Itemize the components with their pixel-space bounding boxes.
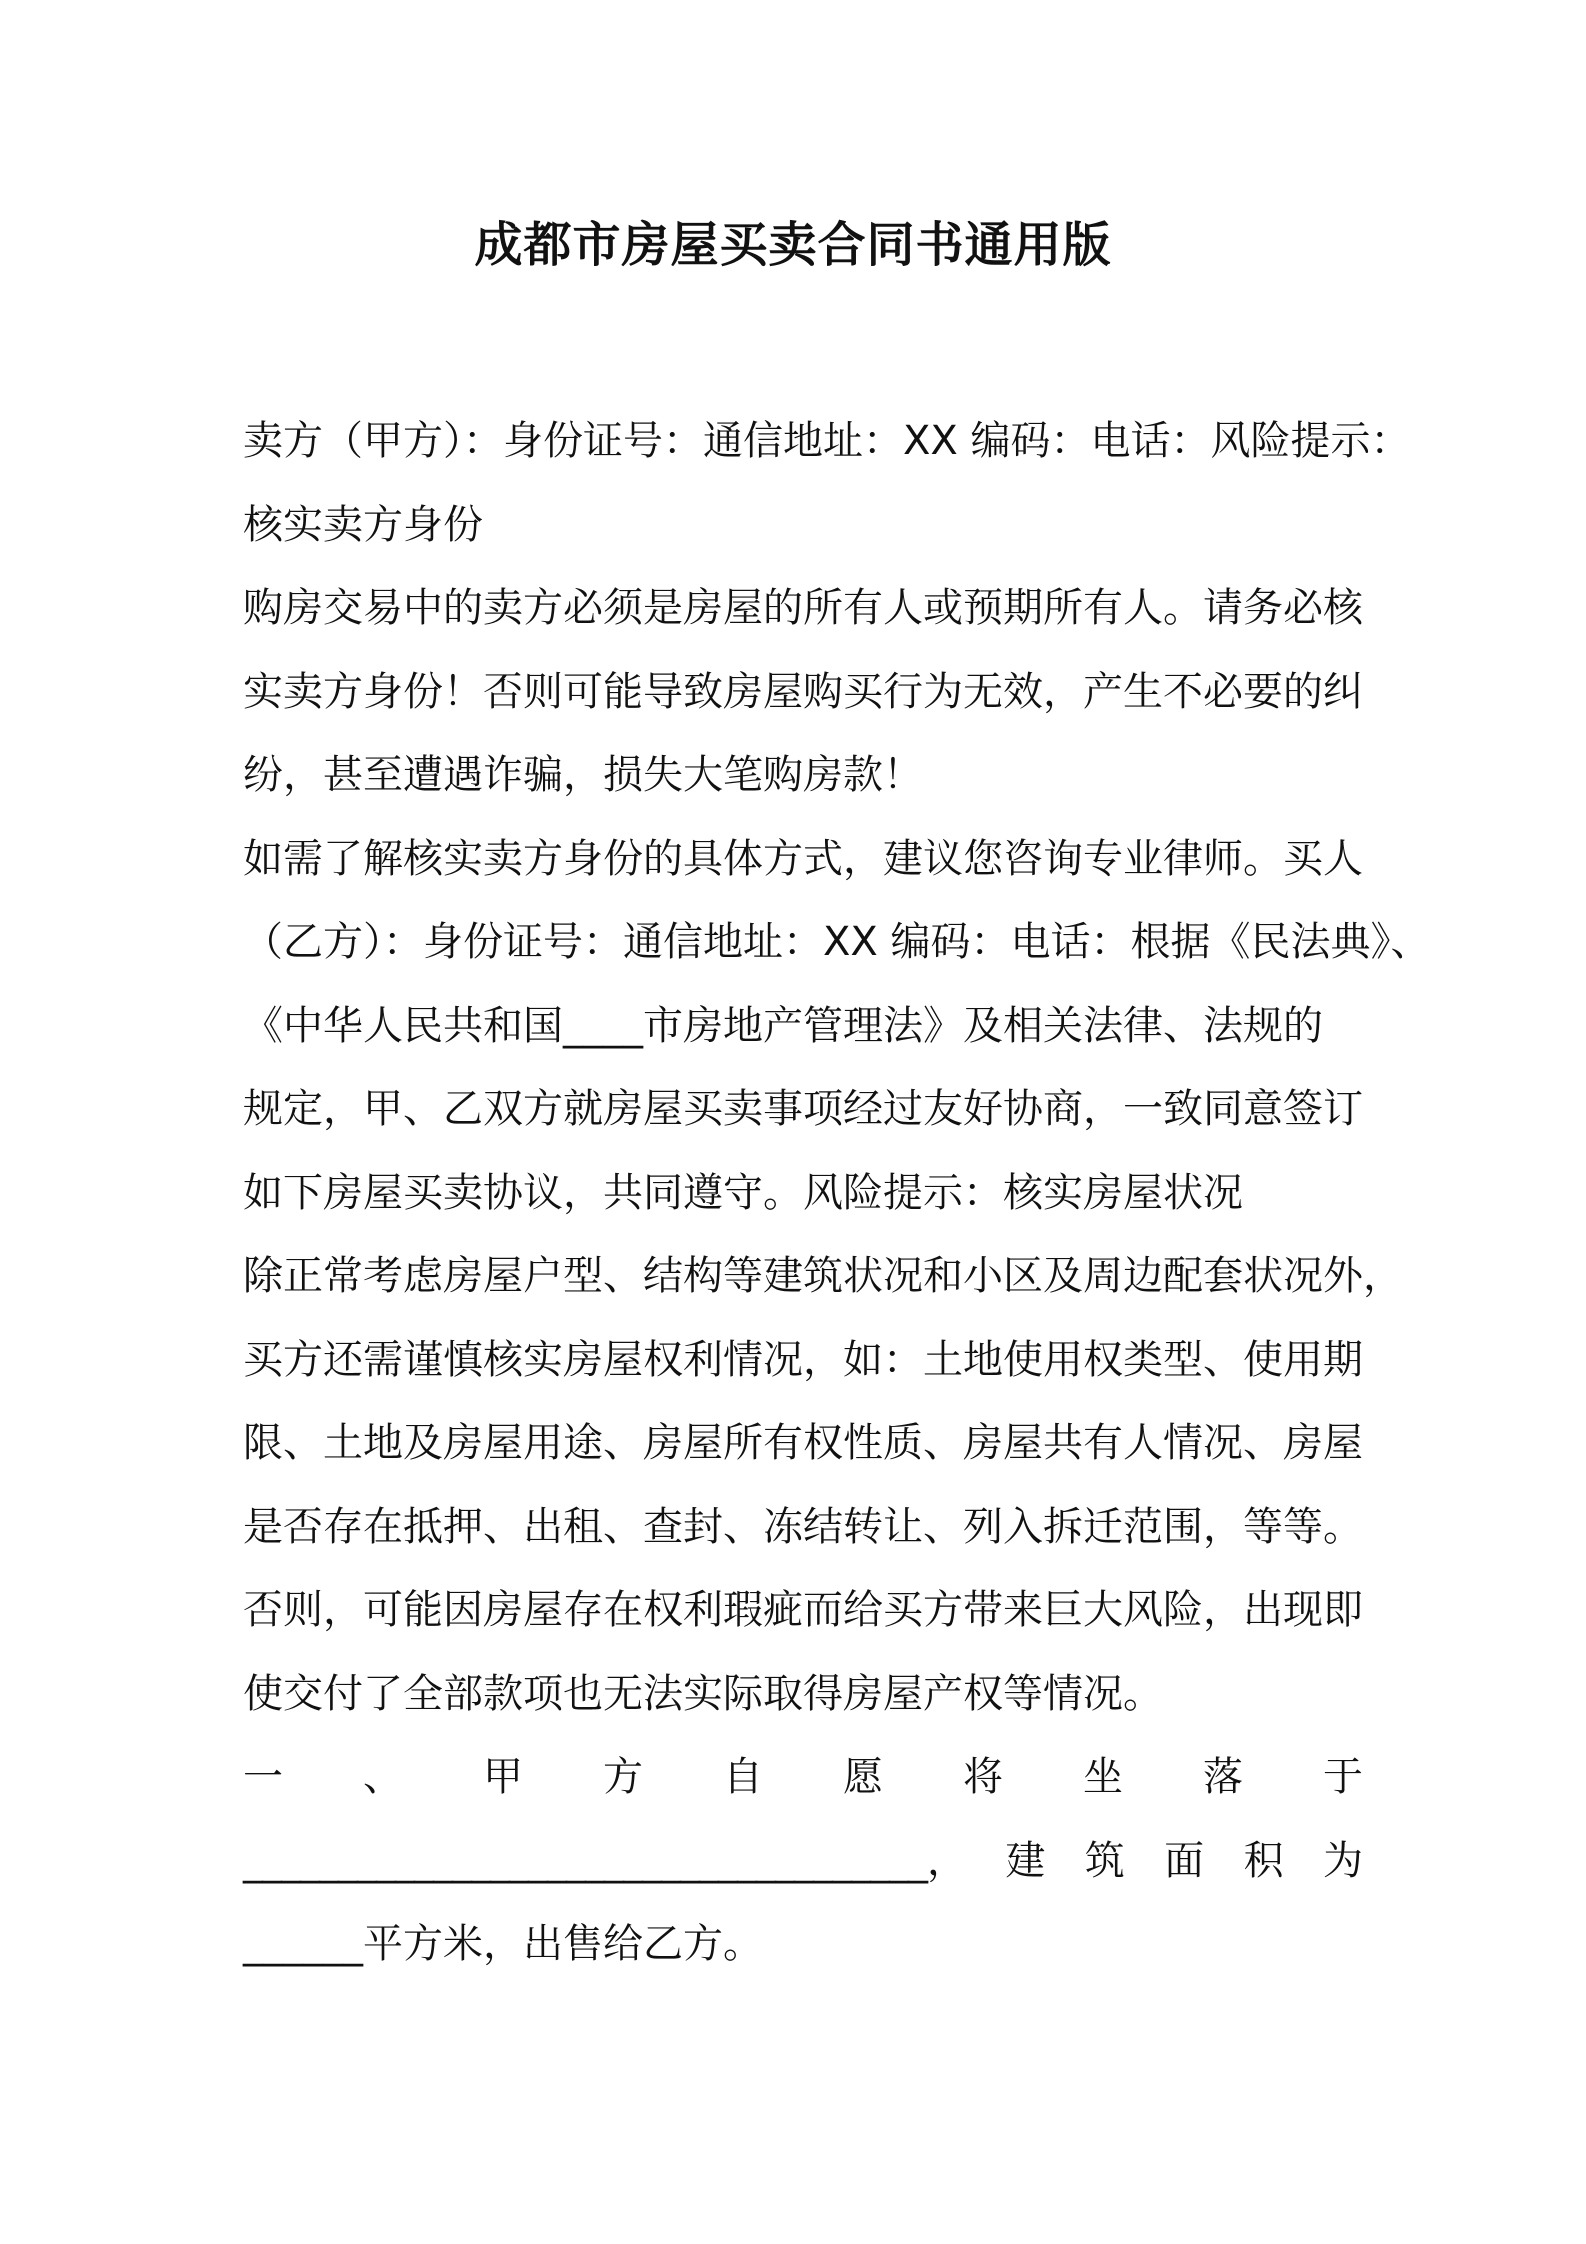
- clause-char: 自: [723, 1754, 763, 1800]
- document-title: 成都市房屋买卖合同书通用版: [474, 217, 1112, 273]
- paragraph-line: 除正常考虑房屋户型、结构等建筑状况和小区及周边配套状况外，: [243, 1253, 1403, 1299]
- clause-char: 甲: [483, 1754, 523, 1800]
- clause-char: 、: [363, 1754, 403, 1800]
- paragraph-line: 《中华人民共和国____市房地产管理法》及相关法律、法规的: [243, 1002, 1323, 1049]
- clause-char: 方: [603, 1754, 643, 1800]
- clause-char: 坐: [1083, 1754, 1123, 1800]
- clause-char: 一: [243, 1754, 283, 1800]
- paragraph-line: 使交付了全部款项也无法实际取得房屋产权等情况。: [243, 1670, 1163, 1717]
- clause-char: 将: [963, 1754, 1003, 1800]
- paragraph-line: 核实卖方身份: [243, 501, 483, 548]
- clause-char: 筑: [1084, 1837, 1125, 1884]
- paragraph-line: 购房交易中的卖方必须是房屋的所有人或预期所有人。请务必核: [243, 585, 1363, 631]
- clause-char: 愿: [843, 1754, 883, 1800]
- paragraph-line: 卖方（甲方）：身份证号：通信地址：XX 编码：电话：风险提示：: [243, 418, 1411, 464]
- clause-char: 面: [1164, 1837, 1205, 1884]
- clause-one-line-3: ______平方米，出售给乙方。: [243, 1921, 763, 1967]
- clause-char: 积: [1243, 1837, 1284, 1884]
- paragraph-line: 实卖方身份！否则可能导致房屋购买行为无效，产生不必要的纠: [243, 668, 1363, 715]
- paragraph-line: 否则，可能因房屋存在权利瑕疵而给买方带来巨大风险，出现即: [243, 1587, 1363, 1633]
- document-body: [243, 400, 1431, 1987]
- paragraph-line: 买方还需谨慎核实房屋权利情况，如：土地使用权类型、使用期: [243, 1336, 1363, 1383]
- paragraph-line: （乙方）：身份证号：通信地址：XX 编码：电话：根据《民法典》、: [243, 919, 1431, 965]
- paragraph-line: 纷，甚至遭遇诈骗，损失大笔购房款！: [243, 752, 923, 798]
- paragraph-line: 是否存在抵押、出租、查封、冻结转让、列入拆迁范围，等等。: [243, 1503, 1363, 1550]
- location-blank: ____________________________________，: [243, 1837, 966, 1884]
- paragraph-line: 如下房屋买卖协议，共同遵守。风险提示：核实房屋状况: [243, 1169, 1243, 1216]
- paragraph-line: 限、土地及房屋用途、房屋所有权性质、房屋共有人情况、房屋: [243, 1420, 1363, 1466]
- paragraph-line: 规定，甲、乙双方就房屋买卖事项经过友好协商，一致同意签订: [243, 1086, 1363, 1132]
- clause-char: 为: [1322, 1837, 1363, 1884]
- clause-one-line: [243, 1736, 1363, 1820]
- clause-char: 建: [1005, 1837, 1046, 1884]
- clause-char: 于: [1323, 1754, 1363, 1800]
- paragraph-line: 如需了解核实卖方身份的具体方式，建议您咨询专业律师。买人: [243, 835, 1363, 882]
- clause-char: 落: [1203, 1754, 1243, 1800]
- clause-one-line-2: [243, 1820, 1363, 1904]
